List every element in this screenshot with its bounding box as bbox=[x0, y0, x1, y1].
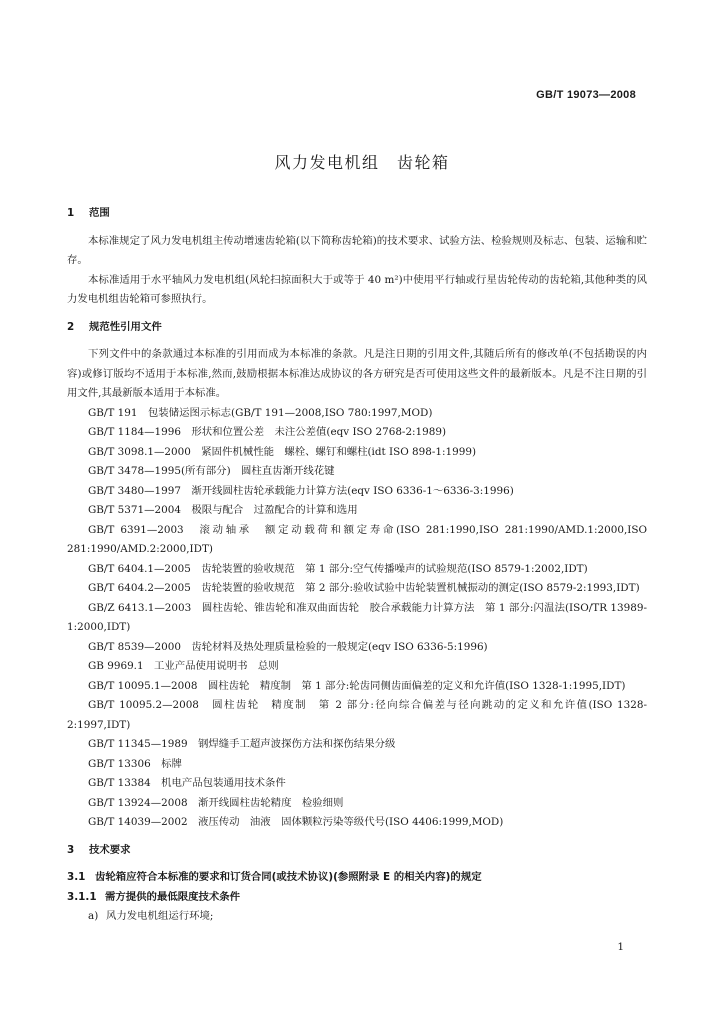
page-number: 1 bbox=[617, 941, 624, 953]
reference-item: GB/T 8539—2000 齿轮材料及热处理质量检验的一般规定(eqv ISO 6336-5:1996) bbox=[88, 640, 488, 653]
reference-item: GB/T 3480—1997 渐开线圆柱齿轮承载能力计算方法(eqv ISO 6336-1～6336-3:1996) bbox=[88, 484, 514, 497]
reference-item: GB/T 6404.1—2005 齿轮装置的验收规范 第 1 部分:空气传播噪声的试验规范(ISO 8579-1:2002,IDT) bbox=[88, 562, 588, 575]
reference-item: GB/Z 6413.1—2003 圆柱齿轮、锥齿轮和准双曲面齿轮 胶合承载能力计算方法 第 1 部分:闪温法(ISO/TR 13989-1:2000,IDT) bbox=[67, 601, 647, 633]
subsection-text: 齿轮箱应符合本标准的要求和订货合同(或技术协议)(参照附录 E 的相关内容)的规定 bbox=[95, 871, 482, 883]
section-1-heading bbox=[67, 204, 647, 224]
reference-item: GB/T 10095.1—2008 圆柱齿轮 精度制 第 1 部分:轮齿同侧齿面偏差的定义和允许值(ISO 1328-1:1995,IDT) bbox=[88, 679, 626, 692]
reference-item: GB/T 13924—2008 渐开线圆柱齿轮精度 检验细则 bbox=[88, 796, 344, 809]
paragraph: 下列文件中的条款通过本标准的引用而成为本标准的条款。凡是注日期的引用文件,其随后所有的修改单(不包括勘误的内容)或修订版均不适用于本标准,然而,鼓励根据本标准达成协议的各方研究是否可使用这些文件的最新版本。凡是不注日期的引用文件,其最新版本适用于本标准。 bbox=[67, 348, 647, 399]
reference-item: GB 9969.1 工业产品使用说明书 总则 bbox=[88, 660, 279, 672]
spacer bbox=[67, 337, 647, 345]
reference-item: GB/T 10095.2—2008 圆柱齿轮 精度制 第 2 部分:径向综合偏差与径向跳动的定义和允许值(ISO 1328-2:1997,IDT) bbox=[67, 699, 647, 731]
list-item-a bbox=[67, 907, 647, 927]
section-number: 1 bbox=[67, 207, 75, 219]
section-number: 3 bbox=[67, 843, 75, 856]
section-title: 范围 bbox=[89, 207, 110, 219]
reference-item: GB/T 6391—2003 滚动轴承 额定动载荷和额定寿命(ISO 281:1990,ISO 281:1990/AMD.1:2000,ISO 281:1990/AMD.2:2000,IDT) bbox=[67, 523, 647, 555]
section-title: 技术要求 bbox=[89, 843, 131, 856]
section-3-heading bbox=[67, 841, 647, 861]
reference-item: GB/T 5371—2004 极限与配合 过盈配合的计算和选用 bbox=[88, 504, 358, 516]
spacer bbox=[67, 224, 647, 232]
spacer bbox=[67, 860, 647, 868]
list-marker: a) bbox=[88, 910, 99, 922]
document-title: 风力发电机组 齿轮箱 bbox=[274, 153, 450, 172]
reference-item: GB/T 1184—1996 形状和位置公差 未注公差值(eqv ISO 2768-2:1989) bbox=[88, 426, 447, 438]
subsection-3-1 bbox=[67, 868, 647, 888]
reference-item: GB/T 11345—1989 钢焊缝手工超声波探伤方法和探伤结果分级 bbox=[88, 738, 396, 750]
section-number: 2 bbox=[67, 320, 75, 333]
reference-item: GB/T 6404.2—2005 齿轮装置的验收规范 第 2 部分:验收试验中齿轮装置机械振动的测定(ISO 8579-2:1993,IDT) bbox=[88, 582, 640, 594]
reference-item: GB/T 14039—2002 液压传动 油液 固体颗粒污染等级代号(ISO 4406:1999,MOD) bbox=[88, 816, 504, 828]
spacer bbox=[67, 310, 647, 318]
subsection-number: 3.1.1 bbox=[67, 890, 97, 903]
reference-item: GB/T 3478—1995(所有部分) 圆柱直齿渐开线花键 bbox=[88, 465, 335, 477]
spacer bbox=[67, 833, 647, 841]
paragraph: 本标准适用于水平轴风力发电机组(风轮扫掠面积大于或等于 40 m²)中使用平行轴或行星齿轮传动的齿轮箱,其他种类的风力发电机组齿轮箱可参照执行。 bbox=[67, 273, 647, 305]
reference-item: GB/T 13384 机电产品包装通用技术条件 bbox=[88, 777, 286, 789]
reference-item: GB/T 3098.1—2000 紧固件机械性能 螺栓、螺钉和螺柱(idt ISO 898-1:1999) bbox=[88, 445, 477, 458]
section-title: 规范性引用文件 bbox=[89, 320, 162, 333]
section-2-heading bbox=[67, 318, 647, 338]
paragraph: 本标准规定了风力发电机组主传动增速齿轮箱(以下简称齿轮箱)的技术要求、试验方法、检验规则及标志、包装、运输和贮存。 bbox=[67, 234, 647, 266]
document-body bbox=[67, 204, 647, 927]
reference-item: GB/T 13306 标牌 bbox=[88, 757, 182, 770]
list-item-text: 风力发电机组运行环境; bbox=[106, 910, 214, 922]
standard-code: GB/T 19073—2008 bbox=[536, 89, 636, 101]
subsection-3-1-1 bbox=[67, 888, 647, 908]
subsection-number: 3.1 bbox=[67, 871, 86, 883]
subsection-text: 需方提供的最低限度技术条件 bbox=[105, 890, 241, 903]
reference-item: GB/T 191 包装储运图示标志(GB/T 191—2008,ISO 780:1997,MOD) bbox=[88, 406, 433, 419]
